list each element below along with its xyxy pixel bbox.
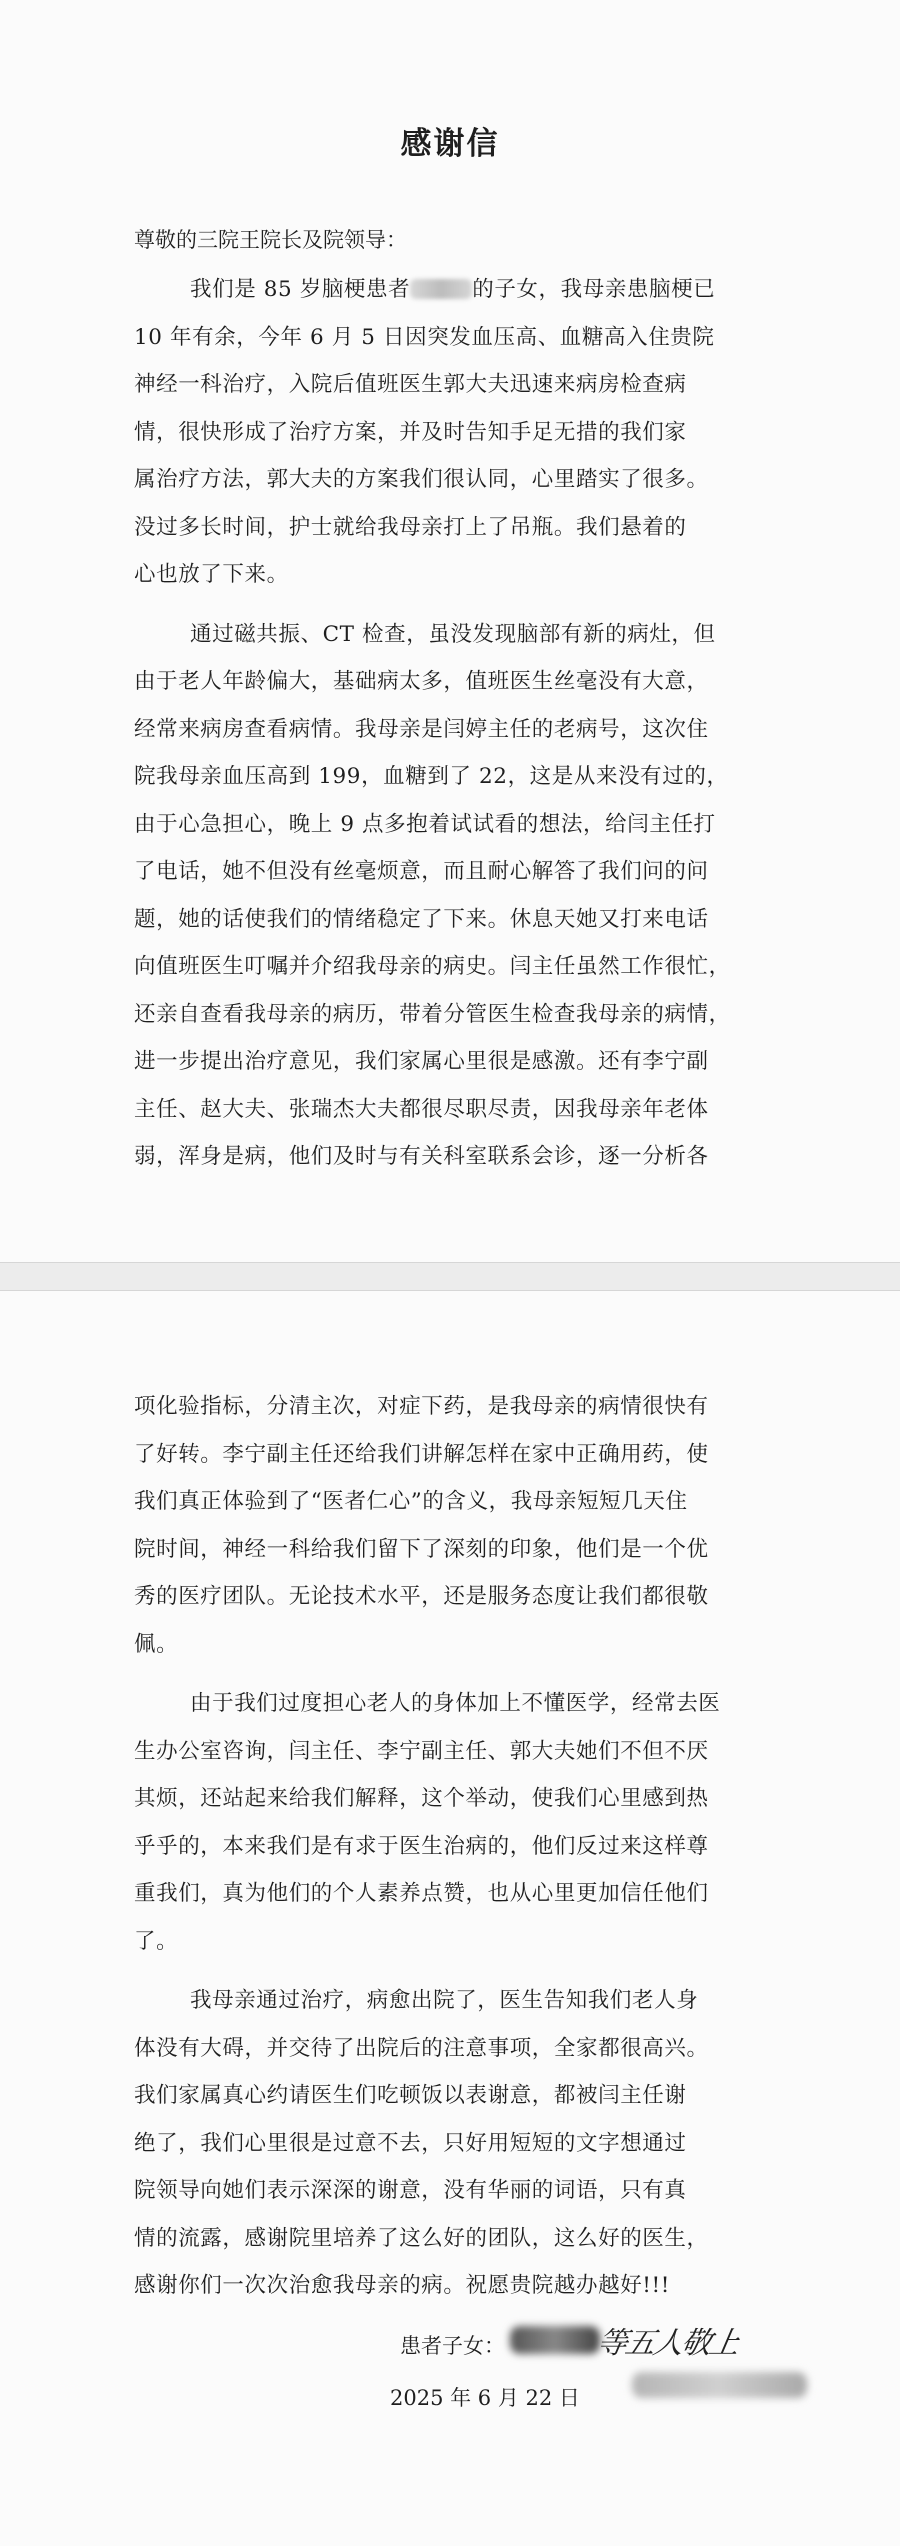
letter-line: 院领导向她们表示深深的谢意，没有华丽的词语，只有真 (134, 2178, 687, 2203)
letter-line: 体没有大碍，并交待了出院后的注意事项，全家都很高兴。 (134, 2035, 709, 2061)
letter-line: 还亲自查看我母亲的病历，带着分管医生检查我母亲的病情， (134, 1001, 731, 1027)
letter-date: 2025 年 6 月 22 日 (390, 2386, 580, 2410)
letter-page-1 (0, 0, 900, 1263)
letter-line: 向值班医生叮嘱并介绍我母亲的病史。闫主任虽然工作很忙， (134, 954, 731, 979)
letter-line: 绝了，我们心里很是过意不去，只好用短短的文字想通过 (134, 2130, 687, 2156)
letter-line: 项化验指标，分清主次，对症下药，是我母亲的病情很快有 (134, 1394, 709, 1419)
letter-line: 通过磁共振、CT 检查，虽没发现脑部有新的病灶，但 (190, 621, 716, 647)
letter-line: 了。 (134, 1928, 179, 1954)
letter-line: 没过多长时间，护士就给我母亲打上了吊瓶。我们悬着的 (134, 514, 687, 540)
letter-line: 经常来病房查看病情。我母亲是闫婷主任的老病号，这次住 (134, 716, 709, 742)
letter-line: 秀的医疗团队。无论技术水平，还是服务态度让我们都很敬 (134, 1584, 709, 1609)
handwritten-signature: 等五人敬上 (594, 2326, 741, 2361)
letter-line: 由于心急担心，晚上 9 点多抱着试试看的想法，给闫主任打 (134, 811, 716, 837)
letter-line: 乎乎的，本来我们是有求于医生治病的，他们反过来这样尊 (134, 1833, 709, 1859)
letter-line: 院时间，神经一科给我们留下了深刻的印象，他们是一个优 (134, 1536, 709, 1562)
letter-line: 感谢你们一次次治愈我母亲的病。祝愿贵院越办越好!!! (134, 2273, 671, 2298)
letter-line: 进一步提出治疗意见，我们家属心里很是感激。还有李宁副 (134, 1049, 709, 1074)
letter-line: 属治疗方法，郭大夫的方案我们很认同，心里踏实了很多。 (134, 467, 709, 492)
letter-line: 情的流露，感谢院里培养了这么好的团队，这么好的医生， (134, 2225, 709, 2251)
letter-line: 由于老人年龄偏大，基础病太多，值班医生丝毫没有大意， (134, 669, 709, 694)
redacted-patient-name (410, 279, 472, 299)
letter-line (190, 272, 715, 303)
letter-title: 感谢信 (400, 126, 500, 162)
letter-line: 我们家属真心约请医生们吃顿饭以表谢意，都被闫主任谢 (134, 2083, 687, 2108)
signature-label: 患者子女： (400, 2334, 505, 2358)
letter-line: 由于我们过度担心老人的身体加上不懂医学，经常去医 (190, 1691, 721, 1716)
letter-line: 我们真正体验到了“医者仁心”的含义，我母亲短短几天住 (134, 1489, 688, 1514)
letter-line: 院我母亲血压高到 199，血糖到了 22，这是从来没有过的， (134, 764, 729, 789)
letter-line: 神经一科治疗，入院后值班医生郭大夫迅速来病房检查病 (134, 372, 687, 397)
letter-line: 情，很快形成了治疗方案，并及时告知手足无措的我们家 (134, 419, 687, 445)
letter-line: 我母亲通过治疗，病愈出院了，医生告知我们老人身 (190, 1988, 699, 2013)
letter-line: 其烦，还站起来给我们解释，这个举动，使我们心里感到热 (134, 1786, 709, 1811)
letter-line: 主任、赵大夫、张瑞杰大夫都很尽职尽责，因我母亲年老体 (134, 1096, 709, 1122)
letter-line: 10 年有余，今年 6 月 5 日因突发血压高、血糖高入住贵院 (134, 324, 715, 350)
letter-line: 弱，浑身是病，他们及时与有关科室联系会诊，逐一分析各 (134, 1144, 709, 1169)
redacted-contact (632, 2372, 807, 2398)
letter-line: 了电话，她不但没有丝毫烦意，而且耐心解答了我们问的问 (134, 859, 709, 884)
line-text: 我们是 85 岁脑梗患者 (190, 277, 411, 302)
letter-line: 生办公室咨询，闫主任、李宁副主任、郭大夫她们不但不厌 (134, 1738, 709, 1764)
letter-line: 题，她的话使我们的情绪稳定了下来。休息天她又打来电话 (134, 906, 709, 932)
letter-line: 佩。 (134, 1631, 179, 1657)
letter-line: 重我们，真为他们的个人素养点赞，也从心里更加信任他们 (134, 1881, 709, 1906)
salutation: 尊敬的三院王院长及院领导： (134, 228, 407, 252)
letter-line: 心也放了下来。 (134, 562, 289, 587)
letter-line: 了好转。李宁副主任还给我们讲解怎样在家中正确用药，使 (134, 1441, 709, 1467)
line-text: 的子女，我母亲患脑梗已 (472, 277, 716, 302)
redacted-signature-names (510, 2326, 600, 2354)
